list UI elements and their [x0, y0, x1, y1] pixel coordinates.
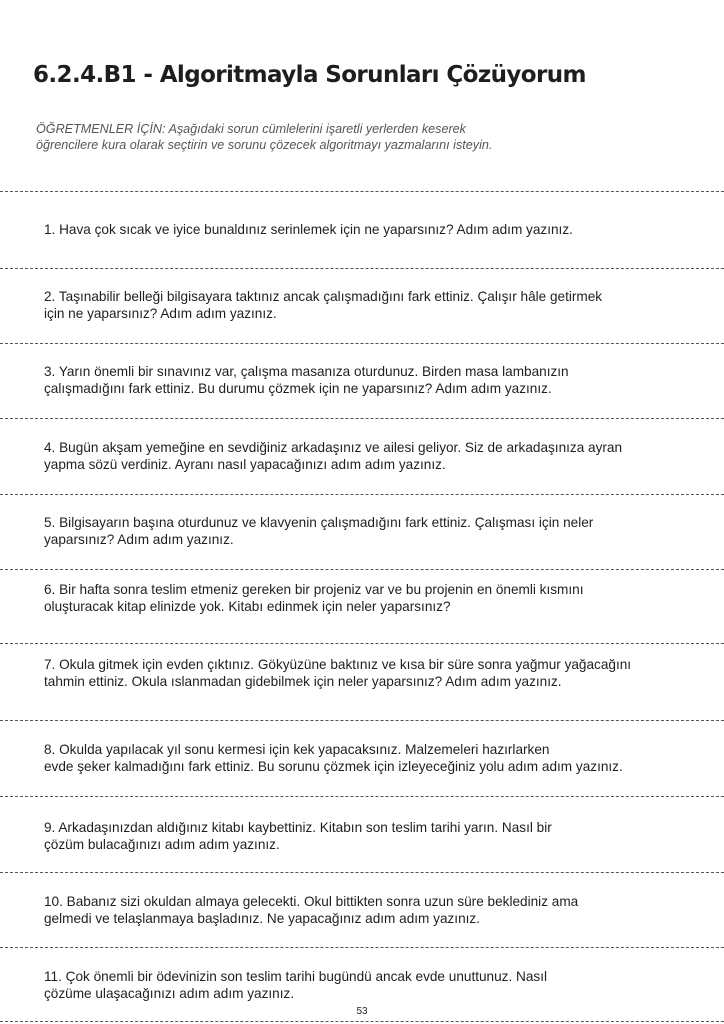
- question-line: 2. Taşınabilir belleği bilgisayara taktınız ancak çalışmadığını fark ettiniz. Çalışır hâle getirmek: [44, 289, 603, 304]
- instructions-line: öğrencilere kura olarak seçtirin ve sorunu çözecek algoritmayı yazmalarını isteyin.: [36, 138, 493, 152]
- question-line: 11. Çok önemli bir ödevinizin son teslim tarihi bugündü ancak evde unuttunuz. Nasıl: [44, 969, 548, 984]
- question-6: [44, 581, 704, 615]
- question-line: 10. Babanız sizi okuldan almaya gelecekti. Okul bittikten sonra uzun süre beklediniz ama: [44, 894, 579, 909]
- question-line: 7. Okula gitmek için evden çıktınız. Gökyüzüne baktınız ve kısa bir süre sonra yağmur yağacağını: [44, 657, 632, 672]
- question-line: 1. Hava çok sıcak ve iyice bunaldınız serinlemek için ne yaparsınız? Adım adım yazınız.: [44, 222, 573, 237]
- question-line: çözüme ulaşacağınızı adım adım yazınız.: [44, 986, 295, 1001]
- question-7: [44, 656, 704, 690]
- question-5: [44, 514, 704, 548]
- cut-line: [0, 494, 724, 495]
- question-line: evde şeker kalmadığını fark ettiniz. Bu sorunu çözmek için izleyeceğiniz yolu adım adım yazınız.: [44, 759, 623, 774]
- question-11: [44, 968, 704, 1002]
- cut-line: [0, 947, 724, 948]
- question-line: 4. Bugün akşam yemeğine en sevdiğiniz arkadaşınız ve ailesi geliyor. Siz de arkadaşınıza ayran: [44, 440, 623, 455]
- question-9: [44, 819, 704, 853]
- page-title: 6.2.4.B1 - Algoritmayla Sorunları Çözüyorum: [33, 62, 586, 88]
- question-line: yapma sözü verdiniz. Ayranı nasıl yapacağınızı adım adım yazınız.: [44, 457, 446, 472]
- cut-line: [0, 796, 724, 797]
- question-line: tahmin ettiniz. Okula ıslanmadan gidebilmek için neler yaparsınız? Adım adım yazınız.: [44, 674, 562, 689]
- question-line: 8. Okulda yapılacak yıl sonu kermesi için kek yapacaksınız. Malzemeleri hazırlarken: [44, 742, 550, 757]
- cut-line: [0, 643, 724, 644]
- cut-line: [0, 872, 724, 873]
- cut-line: [0, 418, 724, 419]
- question-line: yaparsınız? Adım adım yazınız.: [44, 532, 234, 547]
- page-number: 53: [356, 1006, 368, 1017]
- question-line: 5. Bilgisayarın başına oturdunuz ve klavyenin çalışmadığını fark ettiniz. Çalışması için neler: [44, 515, 594, 530]
- cut-line: [0, 191, 724, 192]
- question-line: için ne yaparsınız? Adım adım yazınız.: [44, 306, 277, 321]
- question-4: [44, 439, 704, 473]
- question-line: 6. Bir hafta sonra teslim etmeniz gereken bir projeniz var ve bu projenin en önemli kısmını: [44, 582, 584, 597]
- cut-line: [0, 268, 724, 269]
- question-line: gelmedi ve telaşlanmaya başladınız. Ne yapacağınız adım adım yazınız.: [44, 911, 480, 926]
- question-line: oluşturacak kitap elinizde yok. Kitabı edinmek için neler yaparsınız?: [44, 599, 451, 614]
- question-3: [44, 363, 704, 397]
- question-line: 9. Arkadaşınızdan aldığınız kitabı kaybettiniz. Kitabın son teslim tarihi yarın. Nasıl bir: [44, 820, 552, 835]
- cut-line: [0, 720, 724, 721]
- question-line: 3. Yarın önemli bir sınavınız var, çalışma masanıza oturdunuz. Birden masa lambanızın: [44, 364, 569, 379]
- question-line: çalışmadığını fark ettiniz. Bu durumu çözmek için ne yaparsınız? Adım adım yazınız.: [44, 381, 552, 396]
- question-line: çözüm bulacağınızı adım adım yazınız.: [44, 837, 280, 852]
- question-2: [44, 288, 704, 322]
- question-10: [44, 893, 704, 927]
- cut-line: [0, 1021, 724, 1022]
- cut-line: [0, 569, 724, 570]
- instructions-line: ÖĞRETMENLER İÇİN: Aşağıdaki sorun cümlelerini işaretli yerlerden keserek: [36, 122, 466, 136]
- cut-line: [0, 343, 724, 344]
- teacher-instructions: [36, 121, 696, 153]
- question-1: [44, 221, 704, 238]
- question-8: [44, 741, 704, 775]
